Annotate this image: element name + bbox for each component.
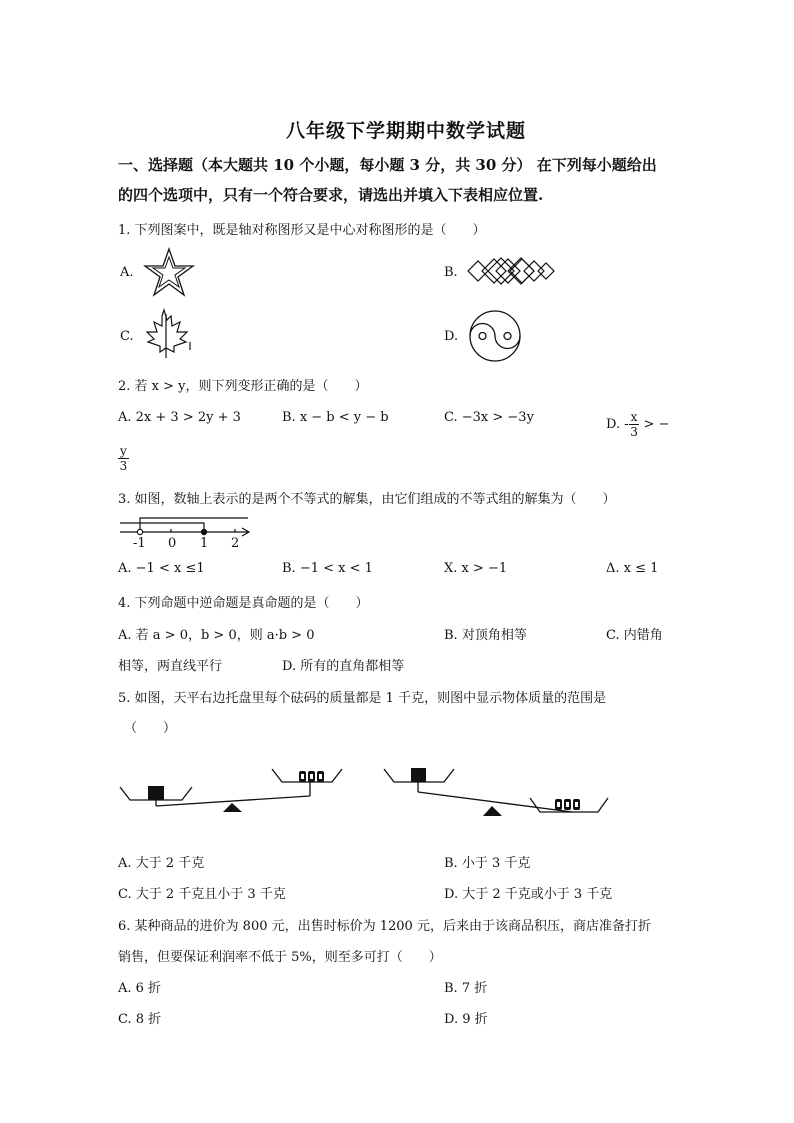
q4-stem: 4. 下列命题中逆命题是真命题的是（ ） xyxy=(118,596,369,611)
q2-option-d xyxy=(606,410,669,439)
q2-d-fraction-y xyxy=(118,444,129,473)
q2-option-b: B. x − b < y − b xyxy=(282,410,389,425)
q2-option-d-prefix: D. - xyxy=(606,417,629,432)
axis-label-2: 2 xyxy=(231,536,240,551)
yin-yang-icon xyxy=(468,309,522,363)
axis-label-neg1: -1 xyxy=(133,536,146,551)
q5-option-a: A. 大于 2 千克 xyxy=(118,856,205,871)
q5-option-b: B. 小于 3 千克 xyxy=(444,856,531,871)
q5-stem-paren: （ ） xyxy=(124,721,177,736)
q4-option-d: D. 所有的直角都相等 xyxy=(282,659,405,674)
q4-option-b: B. 对顶角相等 xyxy=(444,628,527,643)
q6-option-d: D. 9 折 xyxy=(444,1012,488,1027)
q1-option-a-label: A. xyxy=(120,265,134,280)
maple-leaf-icon xyxy=(140,308,196,360)
q2-d-fraction-x xyxy=(629,410,640,439)
q5-option-c: C. 大于 2 千克且小于 3 千克 xyxy=(118,887,286,902)
q2-option-c: C. −3x > −3y xyxy=(444,410,534,425)
q4-option-c-continued: 相等，两直线平行 xyxy=(118,659,223,674)
q4-option-c: C. 内错角 xyxy=(606,628,663,643)
star-icon xyxy=(142,247,196,297)
q2-d-frac1-den: 3 xyxy=(630,425,638,439)
q2-stem: 2. 若 x > y，则下列变形正确的是（ ） xyxy=(118,379,368,394)
q3-option-b: B. −1 < x < 1 xyxy=(282,561,373,576)
section-header-line1: 一、选择题（本大题共 10 个小题，每小题 3 分，共 30 分） 在下列每小题给出 xyxy=(118,156,657,174)
axis-label-0: 0 xyxy=(168,536,177,551)
q1-stem: 1. 下列图案中，既是轴对称图形又是中心对称图形的是（ ） xyxy=(118,223,486,238)
q6-stem: 6. 某种商品的进价为 800 元，出售时标价为 1200 元，后来由于该商品积压，商店准备打折 xyxy=(118,919,651,934)
q6-option-a: A. 6 折 xyxy=(118,981,162,996)
q3-option-d: Δ. x ≤ 1 xyxy=(606,561,659,576)
q1-option-b-label: B. xyxy=(444,265,458,280)
q6-option-b: B. 7 折 xyxy=(444,981,488,996)
q2-option-a: A. 2x + 3 > 2y + 3 xyxy=(118,410,241,425)
q2-d-frac2-den: 3 xyxy=(119,459,128,473)
balance-left-figure xyxy=(118,762,346,822)
section-header-line2: 的四个选项中，只有一个符合要求，请选出并填入下表相应位置. xyxy=(118,186,544,204)
q5-stem: 5. 如图，天平右边托盘里每个砝码的质量都是 1 千克，则图中显示物体质量的范围是 xyxy=(118,691,607,706)
q6-stem-line2: 销售，但要保证利润率不低于 5%，则至多可打（ ） xyxy=(118,950,442,965)
q1-option-c-label: C. xyxy=(120,329,134,344)
q3-option-a: A. −1 < x ≤1 xyxy=(118,561,205,576)
page-title: 八年级下学期期中数学试题 xyxy=(286,120,527,142)
balance-right-figure xyxy=(380,762,612,828)
q5-option-d: D. 大于 2 千克或小于 3 千克 xyxy=(444,887,613,902)
q1-option-d-label: D. xyxy=(444,329,459,344)
q2-d-frac1-num: x xyxy=(630,410,638,424)
q3-stem: 3. 如图，数轴上表示的是两个不等式的解集，由它们组成的不等式组的解集为（ ） xyxy=(118,492,616,507)
knot-pattern-icon xyxy=(466,255,558,287)
q6-option-c: C. 8 折 xyxy=(118,1012,162,1027)
q2-d-relation: > − xyxy=(639,417,670,432)
q3-option-c: X. x > −1 xyxy=(444,561,508,576)
q2-d-frac2-num: y xyxy=(120,444,127,458)
q4-option-a: A. 若 a > 0，b > 0，则 a·b > 0 xyxy=(118,628,315,643)
axis-label-1: 1 xyxy=(200,536,209,551)
